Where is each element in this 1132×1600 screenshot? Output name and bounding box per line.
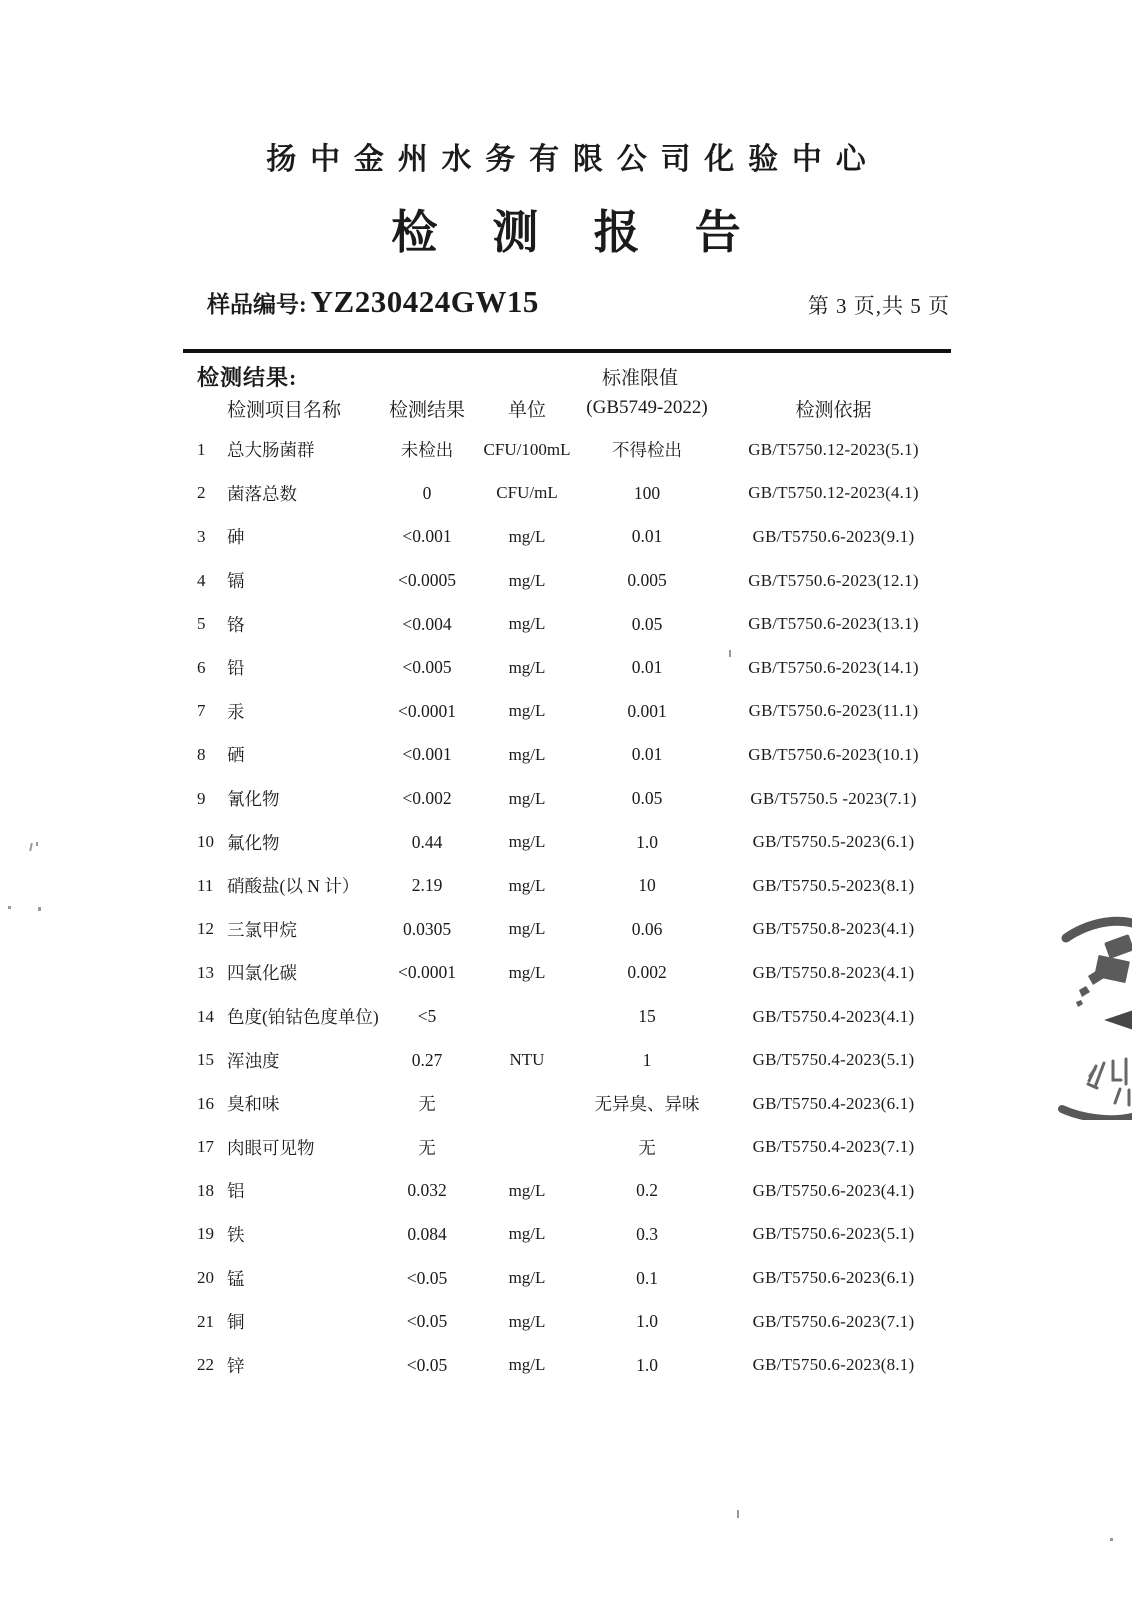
col-header-result: 检测结果 [388,399,465,421]
table-row [183,995,950,1039]
item-unit: NTU [509,1050,545,1070]
item-basis: GB/T5750.6-2023(11.1) [748,701,919,721]
item-name: 总大肠菌群 [227,440,315,461]
row-number: 2 [197,483,206,503]
item-result: <0.05 [406,1311,448,1332]
item-name: 铁 [227,1224,245,1245]
table-row [183,1213,950,1257]
row-number: 21 [197,1311,214,1331]
item-name: 铝 [227,1181,245,1202]
item-basis: GB/T5750.8-2023(4.1) [752,919,915,939]
item-limit: 不得检出 [612,440,682,461]
item-basis: GB/T5750.6-2023(9.1) [752,526,915,546]
table-row [183,951,950,995]
item-unit: mg/L [508,962,546,982]
item-basis: GB/T5750.4-2023(7.1) [752,1137,915,1157]
row-number: 1 [197,439,206,459]
item-basis: GB/T5750.6-2023(7.1) [752,1311,915,1331]
item-limit: 0.05 [631,788,663,809]
item-name: 锌 [227,1355,245,1376]
table-row [183,559,950,603]
item-limit: 0.002 [627,962,667,983]
item-unit: mg/L [508,701,546,721]
table-row [183,864,950,908]
table-row [183,1082,950,1126]
results-table [183,428,950,1387]
item-result: 0.032 [407,1180,447,1201]
scan-noise-speck [737,1510,739,1518]
item-name: 氟化物 [227,832,280,853]
item-limit: 无 [638,1137,656,1158]
row-number: 10 [197,832,214,852]
table-top-rule [183,349,951,353]
row-number: 14 [197,1006,214,1026]
item-basis: GB/T5750.6-2023(13.1) [748,614,919,634]
col-header-limit: (GB5749-2022) [586,397,708,418]
item-limit: 10 [638,875,656,896]
row-number: 20 [197,1268,214,1288]
row-number: 22 [197,1355,214,1375]
item-unit: mg/L [508,570,546,590]
row-number: 7 [197,701,206,721]
table-row [183,602,950,646]
item-result: 无 [418,1137,436,1158]
item-limit: 1 [642,1049,652,1070]
item-result: 0.27 [411,1049,443,1070]
partial-seal-stamp-icon [1054,888,1132,1120]
row-number: 18 [197,1180,214,1200]
table-row [183,472,950,516]
item-unit: mg/L [508,1224,546,1244]
item-basis: GB/T5750.12-2023(4.1) [748,483,919,503]
item-basis: GB/T5750.8-2023(4.1) [752,962,915,982]
item-unit: mg/L [508,744,546,764]
item-unit: CFU/mL [496,483,558,503]
item-basis: GB/T5750.6-2023(10.1) [748,744,919,764]
table-row [183,1038,950,1082]
item-result: 0.44 [411,831,443,852]
item-basis: GB/T5750.6-2023(14.1) [748,657,919,677]
item-unit: mg/L [508,526,546,546]
item-result: 0.084 [407,1223,447,1244]
item-name: 氰化物 [227,789,280,810]
item-basis: GB/T5750.6-2023(4.1) [752,1180,915,1200]
item-limit: 100 [633,482,661,503]
table-row [183,1300,950,1344]
item-basis: GB/T5750.4-2023(6.1) [752,1093,915,1113]
table-row [183,1126,950,1170]
col-header-unit: 单位 [507,399,546,421]
item-result: <0.001 [402,526,452,547]
company-title: 扬中金州水务有限公司化验中心 [266,143,880,176]
item-basis: GB/T5750.4-2023(4.1) [752,1006,915,1026]
row-number: 5 [197,614,206,634]
item-limit: 1.0 [636,1311,658,1332]
scan-noise-speck [36,842,38,846]
row-number: 13 [197,962,214,982]
item-unit: mg/L [508,614,546,634]
item-limit: 1.0 [636,1354,658,1375]
col-header-name: 检测项目名称 [227,399,342,421]
scan-noise-speck [729,650,731,657]
item-limit: 0.001 [627,700,667,721]
item-basis: GB/T5750.6-2023(12.1) [748,570,919,590]
item-result: 未检出 [400,440,454,461]
item-unit: mg/L [508,875,546,895]
item-name: 铬 [227,614,245,635]
seal-star-icon [1104,976,1132,1063]
item-name: 锰 [227,1268,245,1289]
row-number: 16 [197,1093,214,1113]
item-unit: mg/L [508,1268,546,1288]
item-limit: 0.01 [631,657,663,678]
item-unit: mg/L [508,1180,546,1200]
row-number: 6 [197,657,206,677]
item-basis: GB/T5750.5 -2023(7.1) [750,788,917,808]
item-limit: 0.005 [627,570,667,591]
report-title: 检测报告 [391,207,796,258]
item-basis: GB/T5750.4-2023(5.1) [752,1050,915,1070]
item-name: 三氯甲烷 [227,919,297,940]
item-basis: GB/T5750.12-2023(5.1) [748,439,919,459]
item-result: 0.0305 [402,918,452,939]
item-limit: 无异臭、异味 [594,1094,700,1115]
item-unit: mg/L [508,657,546,677]
table-row [183,777,950,821]
item-name: 色度(铂钴色度单位) [227,1007,379,1028]
item-basis: GB/T5750.5-2023(6.1) [752,832,915,852]
table-row [183,428,950,472]
row-number: 19 [197,1224,214,1244]
item-name: 汞 [227,701,245,722]
item-unit: mg/L [508,1355,546,1375]
row-number: 15 [197,1050,214,1070]
item-result: 2.19 [411,875,443,896]
results-section-label: 检测结果: [197,365,298,390]
item-name: 肉眼可见物 [227,1137,315,1158]
scan-noise-speck [38,907,41,911]
item-name: 菌落总数 [227,483,297,504]
item-name: 镉 [227,571,245,592]
table-row [183,690,950,734]
row-number: 8 [197,744,206,764]
sample-number-label: 样品编号: [207,292,307,317]
table-row [183,1169,950,1213]
row-number: 3 [197,526,206,546]
item-basis: GB/T5750.6-2023(6.1) [752,1268,915,1288]
scan-noise-speck [1110,1538,1113,1541]
table-row [183,1343,950,1387]
item-result: <0.05 [406,1267,448,1288]
item-result: <0.0005 [398,570,456,591]
item-basis: GB/T5750.5-2023(8.1) [752,875,915,895]
item-name: 硒 [227,745,245,766]
item-unit: mg/L [508,1311,546,1331]
item-name: 四氯化碳 [227,963,297,984]
item-basis: GB/T5750.6-2023(5.1) [752,1224,915,1244]
row-number: 12 [197,919,214,939]
item-basis: GB/T5750.6-2023(8.1) [752,1355,915,1375]
row-number: 9 [197,788,206,808]
item-limit: 15 [638,1006,656,1027]
item-limit: 0.06 [631,918,663,939]
item-limit: 1.0 [636,831,658,852]
item-name: 硝酸盐(以 N 计） [227,876,360,897]
table-row [183,908,950,952]
table-header-row [183,394,950,422]
item-name: 铅 [227,658,245,679]
limit-column-header-line1: 标准限值 [601,368,678,389]
item-result: <0.0001 [398,962,456,983]
item-name: 浑浊度 [227,1050,280,1071]
item-name: 臭和味 [227,1094,280,1115]
item-name: 铜 [227,1312,245,1333]
item-result: <0.001 [402,744,452,765]
item-limit: 0.01 [631,526,663,547]
table-row [183,820,950,864]
row-number: 17 [197,1137,214,1157]
item-result: <0.004 [402,613,452,634]
table-row [183,515,950,559]
item-unit: mg/L [508,919,546,939]
item-unit: mg/L [508,832,546,852]
col-header-basis: 检测依据 [795,399,872,421]
item-limit: 0.01 [631,744,663,765]
table-row [183,1256,950,1300]
item-result: 无 [418,1094,436,1115]
row-number: 4 [197,570,206,590]
item-limit: 0.2 [636,1180,658,1201]
item-result: <0.05 [406,1354,448,1375]
item-unit: CFU/100mL [483,439,571,459]
item-name: 砷 [227,527,245,548]
sample-number-line [207,284,539,320]
item-result: <0.002 [402,788,452,809]
item-limit: 0.3 [636,1223,658,1244]
item-result: 0 [422,482,432,503]
item-result: <5 [417,1006,437,1027]
scan-noise-speck [8,906,11,909]
item-limit: 0.1 [636,1267,658,1288]
sample-number-value: YZ230424GW15 [310,284,539,319]
table-row [183,733,950,777]
page-indicator: 第 3 页,共 5 页 [807,294,950,318]
item-unit: mg/L [508,788,546,808]
scan-noise-speck [29,843,33,851]
table-row [183,646,950,690]
item-limit: 0.05 [631,613,663,634]
item-result: <0.005 [402,657,452,678]
item-result: <0.0001 [398,700,456,721]
row-number: 11 [197,875,214,895]
